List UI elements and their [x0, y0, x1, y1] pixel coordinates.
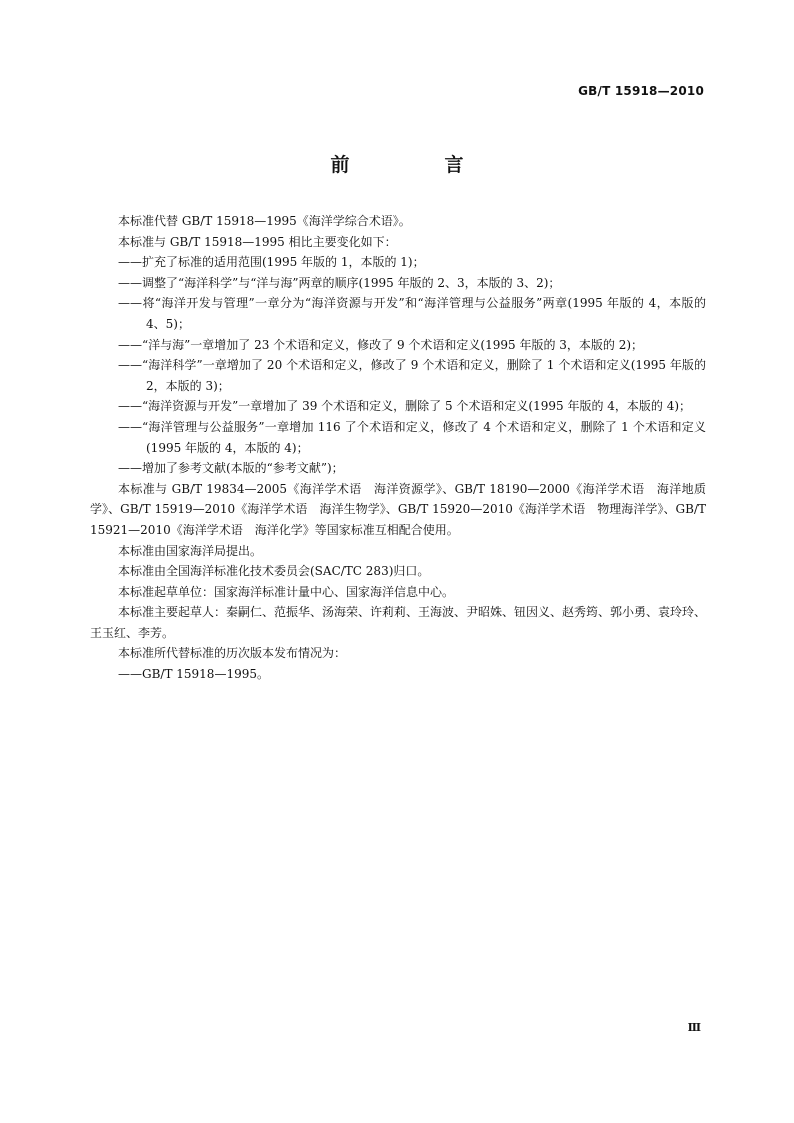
page-number: Ⅲ — [687, 1021, 701, 1034]
list-item: ——“海洋管理与公益服务”一章增加 116 了个术语和定义，修改了 4 个术语和定义，删除了 1 个术语和定义(1995 年版的 4，本版的 4)； — [118, 419, 706, 455]
paragraph: 本标准与 GB/T 15918—1995 相比主要变化如下： — [118, 234, 397, 249]
list-item: ——“洋与海”一章增加了 23 个术语和定义，修改了 9 个术语和定义(1995 年版的 3，本版的 2)； — [118, 337, 644, 352]
paragraph: 本标准代替 GB/T 15918—1995《海洋学综合术语》。 — [118, 214, 411, 228]
page-title: 前 言 — [330, 154, 502, 176]
document-body — [90, 211, 706, 685]
list-item: ——扩充了标准的适用范围(1995 年版的 1，本版的 1)； — [118, 255, 425, 270]
paragraph: 本标准主要起草人：秦嗣仁、范振华、汤海荣、许莉莉、王海波、尹昭姝、钮因义、赵秀筠、郭小勇、袁玲玲、王玉红、李芳。 — [90, 605, 707, 640]
paragraph: 本标准与 GB/T 19834—2005《海洋学术语 海洋资源学》、GB/T 18190—2000《海洋学术语 海洋地质学》、GB/T 15919—2010《海洋学术语 海洋生物学》、GB/T 15920—2010《海洋学术语 物理海洋学》、GB/T 15921—2010《海洋学术语 海洋化学》等国家标准互相配合使用。 — [90, 481, 706, 537]
list-item: ——将“海洋开发与管理”一章分为“海洋资源与开发”和“海洋管理与公益服务”两章(1995 年版的 4，本版的 4、5)； — [118, 296, 706, 331]
paragraph: 本标准所代替标准的历次版本发布情况为： — [118, 646, 347, 661]
list-item: ——GB/T 15918—1995。 — [118, 667, 269, 682]
paragraph: 本标准起草单位：国家海洋标准计量中心、国家海洋信息中心。 — [118, 584, 455, 599]
paragraph: 本标准由全国海洋标准化技术委员会(SAC/TC 283)归口。 — [118, 564, 430, 579]
list-item: ——“海洋资源与开发”一章增加了 39 个术语和定义，删除了 5 个术语和定义(1995 年版的 4，本版的 4)； — [118, 399, 692, 414]
list-item: ——“海洋科学”一章增加了 20 个术语和定义，修改了 9 个术语和定义，删除了 1 个术语和定义(1995 年版的 2，本版的 3)； — [118, 358, 706, 393]
list-item: ——调整了“海洋科学”与“洋与海”两章的顺序(1995 年版的 2、3，本版的 3、2)； — [118, 275, 561, 290]
standard-code: GB/T 15918—2010 — [578, 84, 704, 98]
list-item: ——增加了参考文献(本版的“参考文献”)； — [118, 461, 344, 476]
paragraph: 本标准由国家海洋局提出。 — [118, 543, 263, 558]
